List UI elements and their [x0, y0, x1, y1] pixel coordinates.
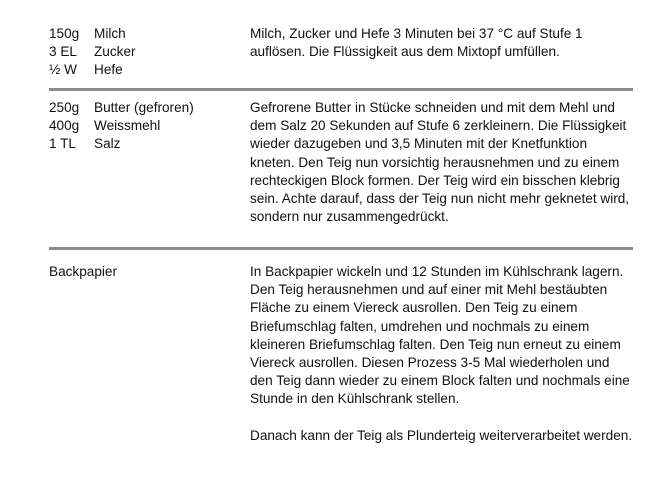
ingredient-name: Salz	[94, 136, 121, 152]
ingredient-quantity: 3 EL	[49, 44, 77, 60]
instruction-paragraph: In Backpapier wickeln und 12 Stunden im Kühlschrank lagern. Den Teig herausnehmen und auf einer mit Mehl bestäubten Fläche zu einem Viereck ausrollen. Den Teig zu einem Briefumschlag falten, umdrehen und nochmals zu einem kleineren Briefumschlag falten. Den Teig nun erneut zu einem Viereck ausrollen. Diesen Prozess 3-5 Mal wiederholen und den Teig dann wieder zu einem Block falten und nochmals eine Stunde in den Kühlschrank stellen.	[250, 264, 630, 407]
instruction-paragraph: Milch, Zucker und Hefe 3 Minuten bei 37 °C auf Stufe 1 auflösen. Die Flüssigkeit aus dem Mixtopf umfüllen.	[250, 26, 583, 60]
ingredient-row	[49, 99, 250, 117]
ingredient-list	[49, 263, 250, 281]
step-instructions	[250, 99, 633, 226]
ingredient-name: Hefe	[94, 62, 123, 78]
ingredient-quantity: 1 TL	[49, 136, 76, 152]
ingredient-row	[49, 43, 250, 61]
step-instructions	[250, 25, 633, 61]
ingredient-row	[49, 117, 250, 135]
instruction-paragraph: Gefrorene Butter in Stücke schneiden und mit dem Mehl und dem Salz 20 Sekunden auf Stufe 6 zerkleinern. Die Flüssigkeit wieder dazugeben und 3,5 Minuten mit der Knetfunktion kneten. Den Teig nun vorsichtig herausnehmen und zu einem rechteckigen Block formen. Der Teig wird ein bisschen klebrig sein. Achte darauf, dass der Teig nun nicht mehr geknetet wird, sondern nur zusammengedrückt.	[250, 100, 630, 225]
recipe-steps-table	[49, 0, 633, 445]
instruction-paragraph: Danach kann der Teig als Plunderteig weiterverarbeitet werden.	[250, 427, 633, 443]
ingredient-row	[49, 263, 250, 281]
step-instructions	[250, 263, 633, 445]
ingredient-quantity: 150g	[49, 26, 80, 41]
ingredient-name: Butter (gefroren)	[94, 100, 194, 115]
ingredient-name: Zucker	[94, 44, 136, 60]
ingredient-list	[49, 25, 250, 80]
ingredient-row	[49, 135, 250, 153]
recipe-step-3	[49, 250, 633, 445]
ingredient-quantity: ½ W	[49, 62, 77, 78]
ingredient-quantity: 400g	[49, 118, 80, 134]
ingredient-name: Milch	[94, 26, 126, 41]
ingredient-row	[49, 61, 250, 79]
ingredient-row	[49, 25, 250, 43]
ingredient-list	[49, 99, 250, 154]
ingredient-name: Backpapier	[49, 264, 118, 279]
recipe-step-2	[49, 91, 633, 247]
ingredient-name: Weissmehl	[94, 118, 161, 134]
ingredient-quantity: 250g	[49, 100, 80, 115]
recipe-step-1	[49, 0, 633, 88]
